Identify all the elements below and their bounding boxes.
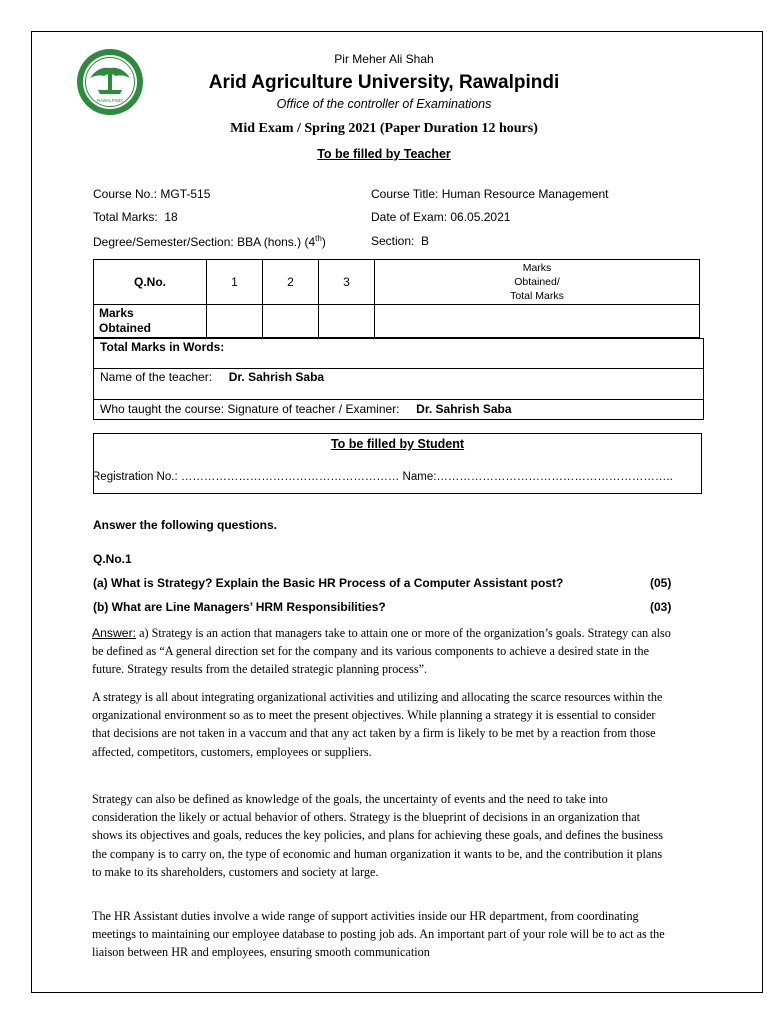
question-2-header: 2 (263, 260, 319, 305)
degree-info: Degree/Semester/Section: BBA (hons.) (4th) (93, 234, 326, 249)
section-info: Section: B (371, 234, 430, 248)
exam-date: Date of Exam: 06.05.2021 (371, 210, 511, 224)
answer-paragraph-2: A strategy is all about integrating organizational activities and utilizing and allocating the scarce resources within the organizational environment so as to meet the present objectives. While planning a strategy it is essential to consider that decisions are not taken in a vaccum and that any act taken by a firm is likely to be met by a reaction from those affected, competitors, customers, employees or suppliers. (92, 690, 663, 759)
answer-paragraph-3: Strategy can also be defined as knowledge of the goals, the uncertainty of events and the need to take into consideration the likely or actual behavior of others. Strategy is the blueprint of decisions in an organization that shows its objectives and goals, reduces the key policies, and plans for achieving these goals, and defines the business the company is to carry on, the type of economic and human organization it wants to be, and the contribution it plans to make to its shareholders, customers and society at large. (92, 792, 663, 879)
instruction: Answer the following questions. (93, 518, 278, 532)
office-title: Office of the controller of Examinations (276, 97, 492, 111)
marks-table (93, 259, 700, 338)
question-a-marks: (05) (650, 576, 672, 590)
course-title: Course Title: Human Resource Management (371, 187, 609, 201)
university-name: Arid Agriculture University, Rawalpindi (208, 72, 560, 93)
registration-line: Registration No.: ………………………………………………… Name:…………………………………………………….. (92, 471, 673, 483)
question-b: (b) What are Line Managers’ HRM Responsibilities? (93, 600, 386, 614)
teacher-section-heading: To be filled by Teacher (317, 147, 451, 161)
marks-cell-3 (319, 305, 375, 338)
svg-text:RAWALPINDI: RAWALPINDI (97, 98, 123, 103)
marks-cell-2 (263, 305, 319, 338)
teacher-name-row: Name of the teacher: Dr. Sahrish Saba (100, 370, 325, 384)
qno-header: Q.No. (94, 260, 207, 305)
question-3-header: 3 (319, 260, 375, 305)
marks-obtained-label: Marks Obtained (94, 305, 207, 338)
marks-total-header: Marks Obtained/ Total Marks (375, 260, 700, 305)
question-a: (a) What is Strategy? Explain the Basic HR Process of a Computer Assistant post? (93, 576, 564, 590)
signature-row: Who taught the course: Signature of teacher / Examiner: Dr. Sahrish Saba (100, 402, 512, 416)
question-b-marks: (03) (650, 600, 672, 614)
question-number: Q.No.1 (93, 552, 132, 566)
header-subtitle: Pir Meher Ali Shah (334, 52, 434, 66)
marks-cell-1 (207, 305, 263, 338)
total-words-label: Total Marks in Words: (100, 340, 225, 354)
answer-paragraph-1: Answer: a) Strategy is an action that managers take to attain one or more of the organization’s goals. Strategy can also be defined as “A general direction set for the company and its various components to achieve a desired state in the future. Strategy results from the detailed strategic planning process”. (92, 626, 671, 677)
course-no: Course No.: MGT-515 (93, 187, 211, 201)
student-heading: To be filled by Student (330, 437, 465, 451)
exam-title: Mid Exam / Spring 2021 (Paper Duration 12 hours) (230, 121, 538, 136)
marks-cell-total (375, 305, 700, 338)
question-1-header: 1 (207, 260, 263, 305)
total-marks: Total Marks: 18 (93, 210, 178, 224)
answer-paragraph-4: The HR Assistant duties involve a wide range of support activities inside our HR department, from coordinating meetings to maintaining our employee database to posting job ads. An important part of your role will be to act as the liaison between HR and employees, ensuring smooth communication (92, 909, 665, 960)
